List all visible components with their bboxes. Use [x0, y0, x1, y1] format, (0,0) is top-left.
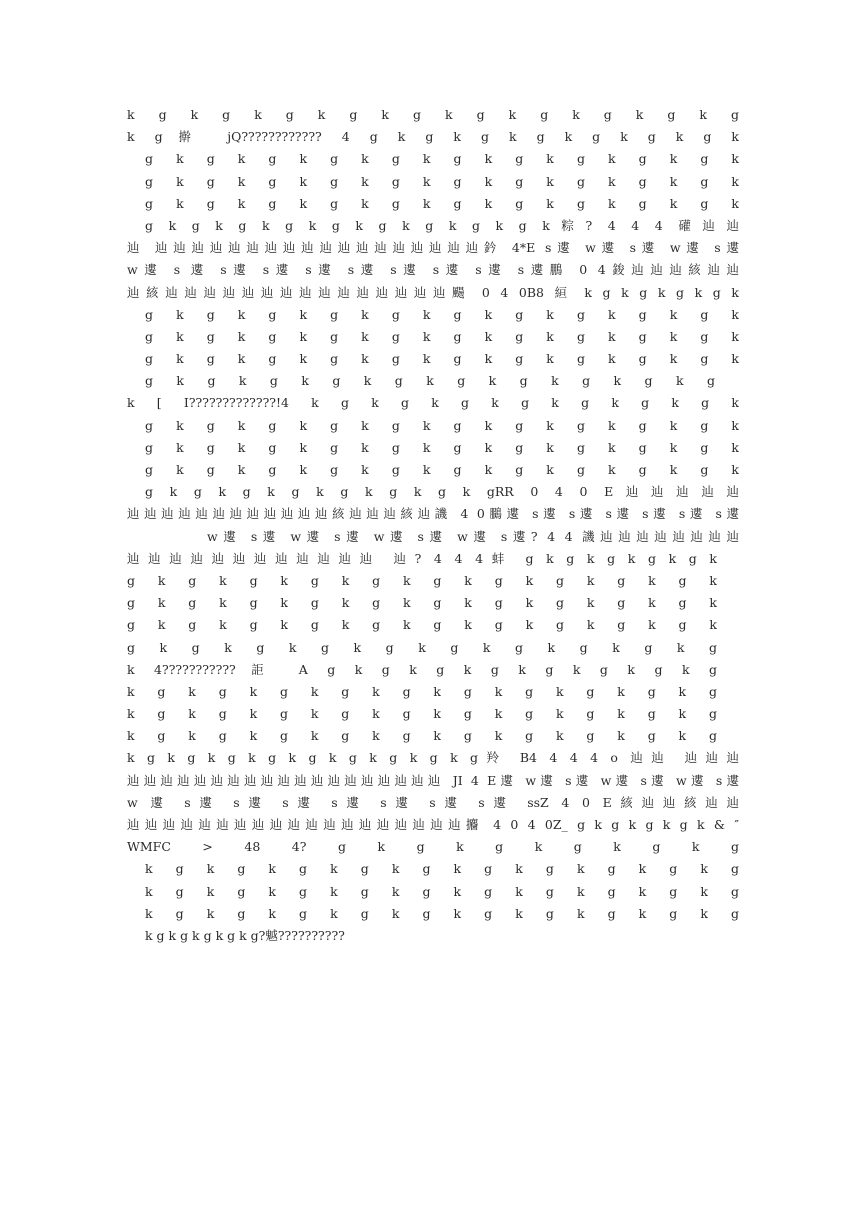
text-line: g k g k g k g k g k g k g k g k g k g k	[145, 328, 739, 344]
text-line: g k g k g k g k g k g k g k g k g k g k	[145, 462, 739, 477]
garbled-text-block	[127, 104, 739, 947]
text-line: k g k g k g k g k g k g k g k g k g羚 B4 4 4 4 o 辿辿 辿辿辿	[127, 750, 739, 766]
text-line: g k g k g k g k g k g k g k g k g k g k	[145, 351, 739, 367]
text-line: g k g k g k g k g k g k g k g k g k粽? 4 4 4 礶辿辿	[145, 217, 739, 233]
text-line: k g k g k g k g k g k g k g k g k g k g	[127, 706, 717, 722]
text-line: k 4???????????詎 A g k g k g k g k g k g k g k g	[127, 661, 717, 677]
text-line: k [ I?????????????!4 k g k g k g k g k g k g k g k	[127, 395, 739, 411]
text-line: k g k g k g k g k g k g k g k g k g k g	[145, 861, 739, 877]
text-line: w遱 s 遱 s遱 s遱 s遱 s遱 s遱 s遱 s遱 s遱鵬 0 4鋑辿辿辿絯辿辿	[127, 262, 739, 278]
text-line: g k g k g k g k g k g k g k g k g k g k	[145, 439, 739, 455]
text-line: w遱 s遱 w遱 s遱 w遱 s遱 w遱 s遱? 4 4 譏辿辿辿辿辿辿辿辿	[207, 528, 739, 544]
text-line: g k g k g k g k g k g k g k gRR 0 4 0 E辿辿辿辿辿	[145, 484, 739, 500]
text-line: g k g k g k g k g k g k g k g k g k g k	[127, 595, 717, 611]
text-line: g k g k g k g k g k g k g k g k g k g	[145, 373, 715, 389]
text-line: 辿辿辿辿辿辿辿辿辿辿辿辿辿辿辿辿辿辿辿攟 4 0 4 0Z_ g k g k g k g k & ″	[127, 817, 739, 832]
text-line: 辿絯辿辿辿辿辿辿辿辿辿辿辿辿辿辿辿颺 0 4 0B8 絙 k g k g k g k g k	[127, 284, 739, 300]
text-line: g k g k g k g k g k g k g k g k g k g k	[127, 617, 717, 633]
text-line: WMFC > 48 4? g k g k g k g k g k g	[127, 839, 739, 855]
text-line: 辿辿辿辿辿辿辿辿辿辿辿辿 辿? 4 4 4蚌 g k g k g k g k g k	[127, 550, 717, 566]
text-line: k g k g k g k g k g k g k g k g k g k g	[127, 728, 717, 744]
text-line: g k g k g k g k g k g k g k g k g k g	[127, 639, 717, 655]
text-line: k g k g k g k g k g k g k g k g k g k g	[145, 905, 739, 921]
text-line: g k g k g k g k g k g k g k g k g k g k	[145, 173, 739, 189]
text-line: g k g k g k g k g k g k g k g k g k g k	[145, 306, 739, 322]
text-line: g k g k g k g k g k g k g k g k g k g k	[145, 195, 739, 211]
text-line: g k g k g k g k g k g k g k g k g k g k	[145, 151, 739, 167]
text-line: 辿辿辿辿辿辿辿辿辿辿辿辿絯辿辿辿絯辿譏 4 0鵩遱 s遱 s遱 s遱 s遱 s遱 s遱	[127, 506, 739, 522]
text-line: 辿 辿辿辿辿辿辿辿辿辿辿辿辿辿辿辿辿辿辿鈐 4*E s遱 w遱 s遱 w遱 s遱	[127, 240, 739, 256]
text-line: k g k g k g k g k g k g k g k g k g k g	[127, 683, 717, 699]
text-line: k g k g k g k g k g k g k g k g k g k g	[127, 107, 739, 122]
text-line: k g k g k g k g k g k g k g k g k g k g	[145, 883, 739, 899]
text-line: k g k g k g k g k g?魆??????????	[145, 927, 345, 943]
text-line: k g擀 jQ???????????? 4 g k g k g k g k g k g k g k	[127, 129, 739, 145]
text-line: g k g k g k g k g k g k g k g k g k g k	[127, 572, 717, 588]
text-line: w 遱 s遱 s遱 s遱 s遱 s遱 s遱 s遱 ssZ 4 0 E絯辿辿絯辿辿	[127, 794, 739, 810]
text-line: 辿辿辿辿辿辿辿辿辿辿辿辿辿辿辿辿辿辿辿 JI 4 E遱 w遱 s遱 w遱 s遱 w遱 s遱	[127, 772, 739, 788]
text-line: g k g k g k g k g k g k g k g k g k g k	[145, 417, 739, 433]
